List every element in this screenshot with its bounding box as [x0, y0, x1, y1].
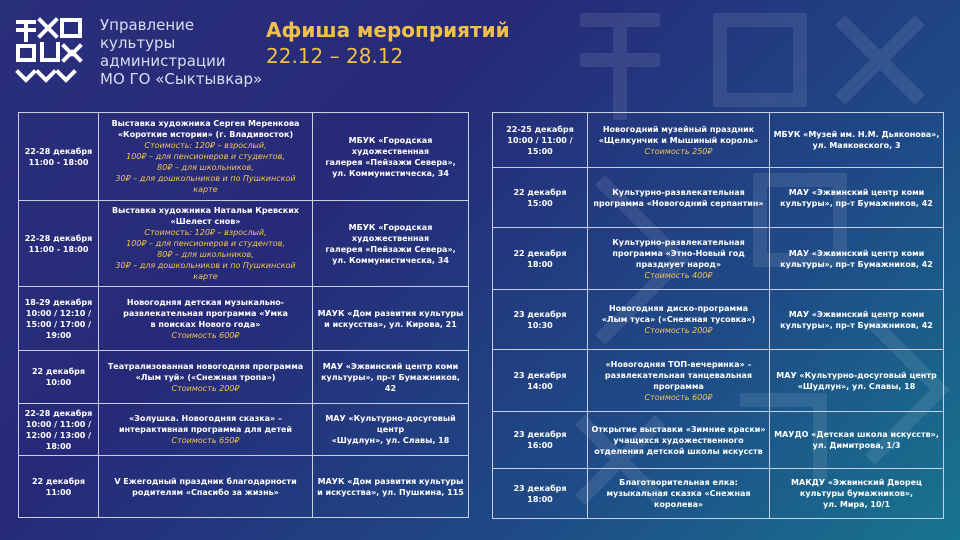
- event-date-cell: [493, 412, 588, 469]
- text-line: МАУ «Эжвинский центр коми: [788, 187, 925, 197]
- event-row: [19, 456, 469, 518]
- text-line: МБУК «Музей им. Н.М. Дьяконова»,: [773, 130, 940, 139]
- organization-name: [100, 16, 262, 88]
- price-line: Стоимость 200₽: [171, 383, 240, 393]
- event-row: [493, 412, 944, 469]
- text-line: МАУ «Культурно-досуговый центр: [776, 370, 937, 380]
- text-line: 18:00: [527, 259, 553, 269]
- text-line: ул. Коммунистическа, 34: [332, 168, 449, 178]
- event-name-line: Новогодняя детская музыкально-: [126, 297, 285, 307]
- event-name-line: «Лым туса» («Снежная тусовка»): [601, 315, 756, 324]
- event-date-cell: [19, 404, 99, 456]
- event-name-line: Театрализованная новогодняя программа: [107, 361, 304, 371]
- text-line: 12:00 / 13:00 /: [25, 430, 92, 440]
- text-line: 15:00 / 17:00 /: [25, 319, 92, 329]
- event-date-cell: [493, 113, 588, 168]
- event-name-cell: [588, 412, 770, 469]
- event-name-line: «Короткие истории» (г. Владивосток): [117, 130, 294, 139]
- event-venue-cell: [313, 456, 469, 518]
- event-venue-cell: [313, 201, 469, 287]
- text-line: и искусства», ул. Пушкина, 115: [317, 487, 464, 497]
- text-line: 18-29 декабря: [24, 297, 93, 307]
- text-line: МБУК «Городская художественная: [348, 135, 433, 156]
- event-name-line: королева»: [653, 500, 704, 509]
- event-venue-cell: [770, 469, 944, 519]
- event-name-line: учащихся художественного: [613, 435, 744, 445]
- events-table-left: [18, 112, 469, 518]
- event-row: [19, 201, 469, 287]
- event-date-cell: [493, 469, 588, 519]
- org-line: МО ГО «Сыктывкар»: [100, 70, 263, 88]
- event-name-cell: [588, 290, 770, 350]
- text-line: ул. Мира, 10/1: [822, 500, 891, 509]
- text-line: 23 декабря: [513, 309, 567, 319]
- text-line: культуры», пр-т Бумажников, 42: [780, 320, 933, 330]
- event-row: [493, 350, 944, 412]
- text-line: ул. Коммунистическа, 34: [332, 255, 449, 265]
- text-line: галерея «Пейзажи Севера»,: [325, 244, 456, 254]
- org-line: Управление: [100, 16, 195, 34]
- event-name-line: Культурно-развлекательная: [612, 237, 745, 247]
- event-row: [19, 113, 469, 201]
- event-name-line: развлекательная танцевальная: [604, 370, 753, 380]
- text-line: 11:00 - 18:00: [28, 157, 89, 167]
- event-name-line: программа: [653, 381, 704, 391]
- event-venue-cell: [770, 168, 944, 228]
- text-line: ул. Маяковского, 3: [812, 141, 901, 150]
- event-name-line: отделения детской школы искусств: [594, 446, 763, 456]
- text-line: 10:00: [45, 378, 72, 387]
- event-name-line: программа «Этно-Новый год: [612, 248, 745, 258]
- event-name-line: V Ежегодный праздник благодарности: [114, 476, 297, 486]
- event-venue-cell: [313, 351, 469, 404]
- event-name-cell: [99, 201, 313, 287]
- event-name-line: в поисках Нового года»: [150, 319, 261, 329]
- text-line: 10:00 / 11:00 /: [25, 419, 92, 429]
- price-line: 80₽ – для школьников,: [157, 163, 254, 172]
- text-line: МБУК «Городская художественная: [348, 222, 433, 243]
- event-venue-cell: [770, 228, 944, 290]
- text-line: культуры», пр-т Бумажников, 42: [780, 198, 933, 208]
- date-range: 22.12 – 28.12: [266, 44, 404, 68]
- text-line: ул. Димитрова, 1/3: [812, 441, 901, 450]
- text-line: 23 декабря: [513, 430, 567, 439]
- event-name-cell: [99, 113, 313, 201]
- event-venue-cell: [770, 113, 944, 168]
- text-line: 22 декабря: [31, 476, 86, 486]
- price-line: 80₽ – для школьников,: [157, 250, 254, 259]
- text-line: культуры», пр-т Бумажников, 42: [780, 259, 933, 269]
- event-name-cell: [588, 350, 770, 412]
- event-venue-cell: [313, 287, 469, 351]
- event-row: [19, 287, 469, 351]
- event-name-line: празднует народ»: [635, 259, 722, 269]
- event-name-line: Открытие выставки «Зимние краски»: [591, 424, 766, 434]
- event-date-cell: [493, 168, 588, 228]
- event-name-line: «Лым туй» («Снежная тропа»): [135, 372, 276, 382]
- event-name-cell: [99, 404, 313, 456]
- page-title-block: [266, 18, 510, 68]
- text-line: МАУ «Эжвинский центр коми: [788, 309, 925, 319]
- price-line: 30₽ – для дошкольников и по Пушкинской карте: [115, 174, 296, 194]
- text-line: культуры бумажников»,: [799, 489, 914, 498]
- text-line: 23 декабря: [513, 483, 567, 493]
- text-line: МАКДУ «Эжвинский Дворец: [791, 478, 922, 487]
- text-line: «Шудлун», ул. Славы, 18: [797, 381, 916, 391]
- price-line: Стоимость 200₽: [644, 326, 713, 335]
- text-line: 15:00: [527, 198, 553, 208]
- price-line: Стоимость: 120₽ – взрослый,: [144, 141, 267, 150]
- price-line: Стоимость 600₽: [644, 392, 713, 402]
- text-line: 14:00: [527, 381, 553, 391]
- text-line: 22-28 декабря: [24, 233, 93, 243]
- page-title: Афиша мероприятий: [266, 18, 510, 42]
- event-venue-cell: [770, 412, 944, 469]
- text-line: 18:00: [45, 441, 72, 451]
- event-date-cell: [19, 456, 99, 518]
- text-line: 22 декабря: [31, 367, 86, 376]
- event-name-line: Новогодняя диско-программа: [608, 304, 749, 313]
- text-line: МАУДО «Детская школа искусств»,: [774, 430, 939, 439]
- org-line: культуры: [100, 34, 176, 52]
- price-line: 100₽ – для пенсионеров и студентов,: [126, 239, 285, 248]
- event-date-cell: [19, 113, 99, 201]
- event-name-line: «Золушка. Новогодняя сказка» –: [128, 414, 283, 423]
- event-name-line: Культурно-развлекательная: [612, 187, 745, 197]
- event-name-cell: [99, 287, 313, 351]
- price-line: Стоимость 250₽: [644, 146, 713, 156]
- event-name-line: «Шелест снов»: [170, 217, 241, 226]
- event-name-line: родителям «Спасибо за жизнь»: [132, 487, 279, 497]
- text-line: 22 декабря: [513, 187, 567, 197]
- price-line: 100₽ – для пенсионеров и студентов,: [126, 152, 285, 161]
- event-date-cell: [19, 287, 99, 351]
- event-row: [493, 228, 944, 290]
- text-line: галерея «Пейзажи Севера»,: [325, 157, 456, 167]
- event-row: [493, 290, 944, 350]
- text-line: культуры», пр-т Бумажников, 42: [321, 372, 460, 393]
- event-name-cell: [588, 228, 770, 290]
- event-venue-cell: [313, 113, 469, 201]
- event-date-cell: [493, 228, 588, 290]
- event-venue-cell: [313, 404, 469, 456]
- event-name-line: программа «Новогодний серпантин»: [593, 198, 764, 208]
- event-name-line: «Щелкунчик и Мышиный король»: [598, 135, 759, 145]
- text-line: 10:00 / 12:10 /: [25, 308, 92, 318]
- event-name-line: Выставка художника Натальи Кревских: [112, 206, 299, 215]
- text-line: и искусства», ул. Кирова, 21: [324, 319, 457, 329]
- logo-ornament-icon: [14, 14, 86, 86]
- event-row: [19, 351, 469, 404]
- text-line: «Шудлун», ул. Славы, 18: [331, 436, 450, 445]
- text-line: 22-28 декабря: [24, 146, 93, 156]
- org-line: администрации: [100, 52, 226, 70]
- event-name-line: Благотворительная елка:: [619, 478, 738, 487]
- event-name-cell: [99, 456, 313, 518]
- events-table-right: [492, 112, 944, 519]
- price-line: Стоимость: 120₽ – взрослый,: [144, 228, 267, 237]
- text-line: 22-25 декабря: [506, 124, 574, 134]
- event-date-cell: [19, 351, 99, 404]
- text-line: 10:00 / 11:00 / 15:00: [507, 135, 573, 156]
- event-venue-cell: [770, 350, 944, 412]
- event-name-line: развлекательная программа «Умка: [123, 308, 288, 318]
- event-date-cell: [493, 290, 588, 350]
- text-line: МАУ «Эжвинский центр коми: [788, 248, 925, 258]
- event-row: [493, 168, 944, 228]
- event-name-cell: [99, 351, 313, 404]
- text-line: МАУ «Культурно-досуговый центр: [325, 414, 456, 434]
- text-line: МАУ «Эжвинский центр коми: [322, 361, 459, 371]
- event-name-line: Новогодний музейный праздник: [602, 124, 755, 134]
- price-line: Стоимость 650₽: [171, 436, 240, 445]
- text-line: 18:00: [527, 494, 553, 504]
- text-line: МАУК «Дом развития культуры: [317, 476, 464, 486]
- text-line: 19:00: [45, 330, 72, 340]
- price-line: 30₽ – для дошкольников и по Пушкинской карте: [115, 261, 296, 281]
- event-name-cell: [588, 469, 770, 519]
- event-name-cell: [588, 113, 770, 168]
- event-name-line: «Новогодняя ТОП-вечеринка» –: [605, 359, 752, 369]
- event-venue-cell: [770, 290, 944, 350]
- event-name-line: музыкальная сказка «Снежная: [606, 489, 751, 498]
- text-line: 16:00: [527, 441, 553, 450]
- text-line: 23 декабря: [513, 370, 567, 380]
- event-name-line: Выставка художника Сергея Меренкова: [111, 119, 300, 128]
- price-line: Стоимость 400₽: [644, 270, 713, 280]
- event-name-cell: [588, 168, 770, 228]
- text-line: 22 декабря: [513, 248, 567, 258]
- text-line: МАУК «Дом развития культуры: [317, 308, 464, 318]
- event-date-cell: [493, 350, 588, 412]
- event-row: [493, 113, 944, 168]
- event-name-line: интерактивная программа для детей: [118, 425, 292, 434]
- event-row: [493, 469, 944, 519]
- text-line: 11:00: [45, 487, 72, 497]
- text-line: 10:30: [527, 320, 553, 330]
- event-row: [19, 404, 469, 456]
- text-line: 11:00 - 18:00: [28, 244, 89, 254]
- text-line: 22-28 декабря: [24, 408, 93, 418]
- event-date-cell: [19, 201, 99, 287]
- price-line: Стоимость 600₽: [171, 330, 240, 340]
